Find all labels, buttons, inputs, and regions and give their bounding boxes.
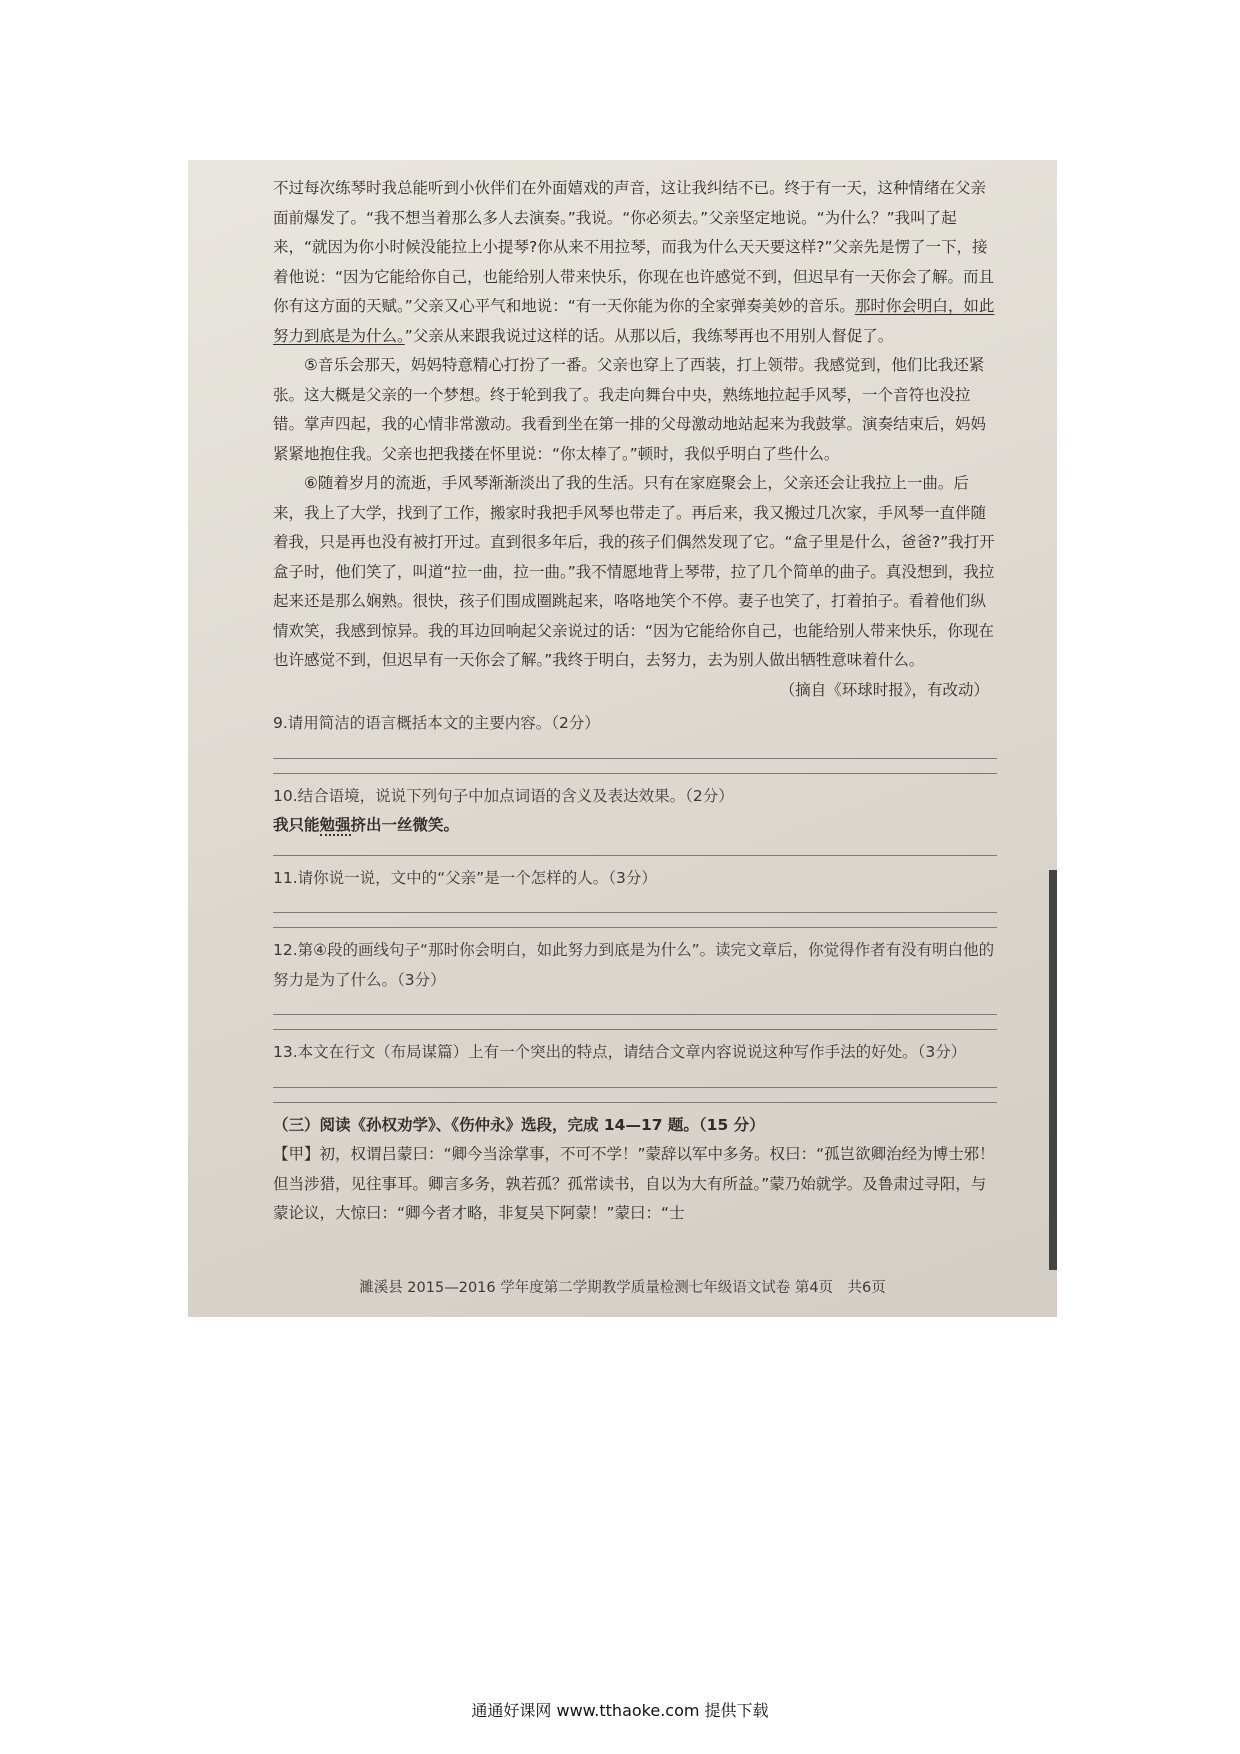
question-9-number: 9. (273, 714, 288, 732)
sentence-dotted-word: 勉强 (319, 816, 351, 834)
question-11-number: 11. (273, 868, 298, 887)
question-10-text: 结合语境，说说下列句子中加点词语的含义及表达效果。（2分） (297, 786, 734, 805)
answer-line-12b[interactable] (273, 1029, 997, 1030)
exam-page-photo (188, 160, 1057, 1317)
answer-line-11a[interactable] (273, 912, 997, 913)
answer-line-10[interactable] (273, 855, 997, 856)
question-11-text: 请你说一说，文中的“父亲”是一个怎样的人。（3分） (297, 868, 657, 887)
question-13 (273, 1038, 997, 1068)
answer-line-13b[interactable] (273, 1102, 997, 1103)
question-13-number: 13. (273, 1043, 298, 1061)
answer-line-13a[interactable] (273, 1087, 997, 1088)
paragraph-4-part-1: 不过每次练琴时我总能听到小伙伴们在外面嬉戏的声音，这让我纠结不已。终于有一天，这种情绪在父亲面前爆发了。“我不想当着那么多人去演奏。”我说。“你必须去。”父亲坚定地说。“为什么？”我叫了起来，“就因为你小时候没能拉上小提琴?你从来不用拉琴，而我为什么天天要这样?”父亲先是愣了一下，接着他说：“因为它能给你自己，也能给别人带来快乐，你现在也许感觉不到，但迟早有一天你会了解。而且你有这方面的天赋。”父亲又心平气和地说：“有一天你能为你的全家弹奏美妙的音乐。 (273, 179, 995, 315)
question-10-number: 10. (273, 786, 298, 805)
exam-text-area (273, 174, 997, 1229)
question-10-sentence (273, 811, 997, 841)
question-11 (273, 864, 997, 894)
question-13-text: 本文在行文（布局谋篇）上有一个突出的特点，请结合文章内容说说这种写作手法的好处。（3分） (297, 1043, 967, 1061)
exam-footer: 濉溪县 2015—2016 学年度第二学期教学质量检测七年级语文试卷 第4页 共6页 (359, 1280, 886, 1296)
answer-line-9b[interactable] (273, 773, 997, 774)
section-3-title: （三）阅读《孙权劝学》、《伤仲永》选段，完成 14—17 题。（15 分） (273, 1115, 765, 1134)
question-12-text: 第④段的画线句子“那时你会明白，如此努力到底是为什么”。读完文章后，你觉得作者有没有明白他的努力是为了什么。（3分） (273, 941, 995, 989)
sentence-post: 挤出一丝微笑。 (350, 816, 460, 834)
page-edge-shadow (1049, 870, 1057, 1270)
answer-line-9a[interactable] (273, 758, 997, 759)
question-10 (273, 782, 997, 812)
question-12 (273, 936, 997, 995)
question-12-number: 12. (273, 941, 298, 959)
passage-source: （摘自《环球时报》，有改动） (779, 680, 989, 699)
question-9 (273, 709, 997, 739)
question-9-text: 请用简洁的语言概括本文的主要内容。（2分） (287, 714, 600, 732)
answer-line-11b[interactable] (273, 927, 997, 928)
answer-line-12a[interactable] (273, 1014, 997, 1015)
paragraph-4-continued (273, 174, 997, 351)
section-3-text: 【甲】初，权谓吕蒙曰：“卿今当涂掌事，不可不学！”蒙辞以军中多务。权曰：“孤岂欲卿治经为博士邪！但当涉猎，见往事耳。卿言多务，孰若孤？孤常读书，自以为大有所益。”蒙乃始就学。及鲁肃过寻阳，与蒙论议，大惊曰：“卿今者才略，非复吴下阿蒙！”蒙曰：“士 (273, 1145, 995, 1222)
paragraph-5: ⑤音乐会那天，妈妈特意精心打扮了一番。父亲也穿上了西装，打上领带。我感觉到，他们比我还紧张。这大概是父亲的一个梦想。终于轮到我了。我走向舞台中央，熟练地拉起手风琴，一个音符也没拉错。掌声四起，我的心情非常激动。我看到坐在第一排的父母激动地站起来为我鼓掌。演奏结束后，妈妈紧紧地抱住我。父亲也把我搂在怀里说：“你太棒了。”顿时，我似乎明白了些什么。 (273, 356, 987, 463)
underlined-sentence: 那时你会明白，如此努力到底是为什么。 (273, 297, 995, 345)
sentence-pre: 我只能 (273, 816, 320, 834)
paragraph-6: ⑥随着岁月的流逝，手风琴渐渐淡出了我的生活。只有在家庭聚会上，父亲还会让我拉上一曲。后来，我上了大学，找到了工作，搬家时我把手风琴也带走了。再后来，我又搬过几次家，手风琴一直伴随着我，只是再也没有被打开过。直到很多年后，我的孩子们偶然发现了它。“盒子里是什么，爸爸?”我打开盒子时，他们笑了，叫道“拉一曲，拉一曲。”我不情愿地背上琴带，拉了几个简单的曲子。真没想到，我拉起来还是那么娴熟。很快，孩子们围成圈跳起来，咯咯地笑个不停。妻子也笑了，打着拍子。看着他们纵情欢笑，我感到惊异。我的耳边回响起父亲说过的话：“因为它能给你自己，也能给别人带来快乐，你现在也许感觉不到，但迟早有一天你会了解。”我终于明白，去努力，去为别人做出牺牲意味着什么。 (273, 474, 995, 669)
paragraph-4-part-3: ”父亲从来跟我说过这样的话。从那以后，我练琴再也不用别人督促了。 (404, 326, 894, 345)
download-note: 通通好课网 www.tthaoke.com 提供下载 (471, 1701, 769, 1720)
